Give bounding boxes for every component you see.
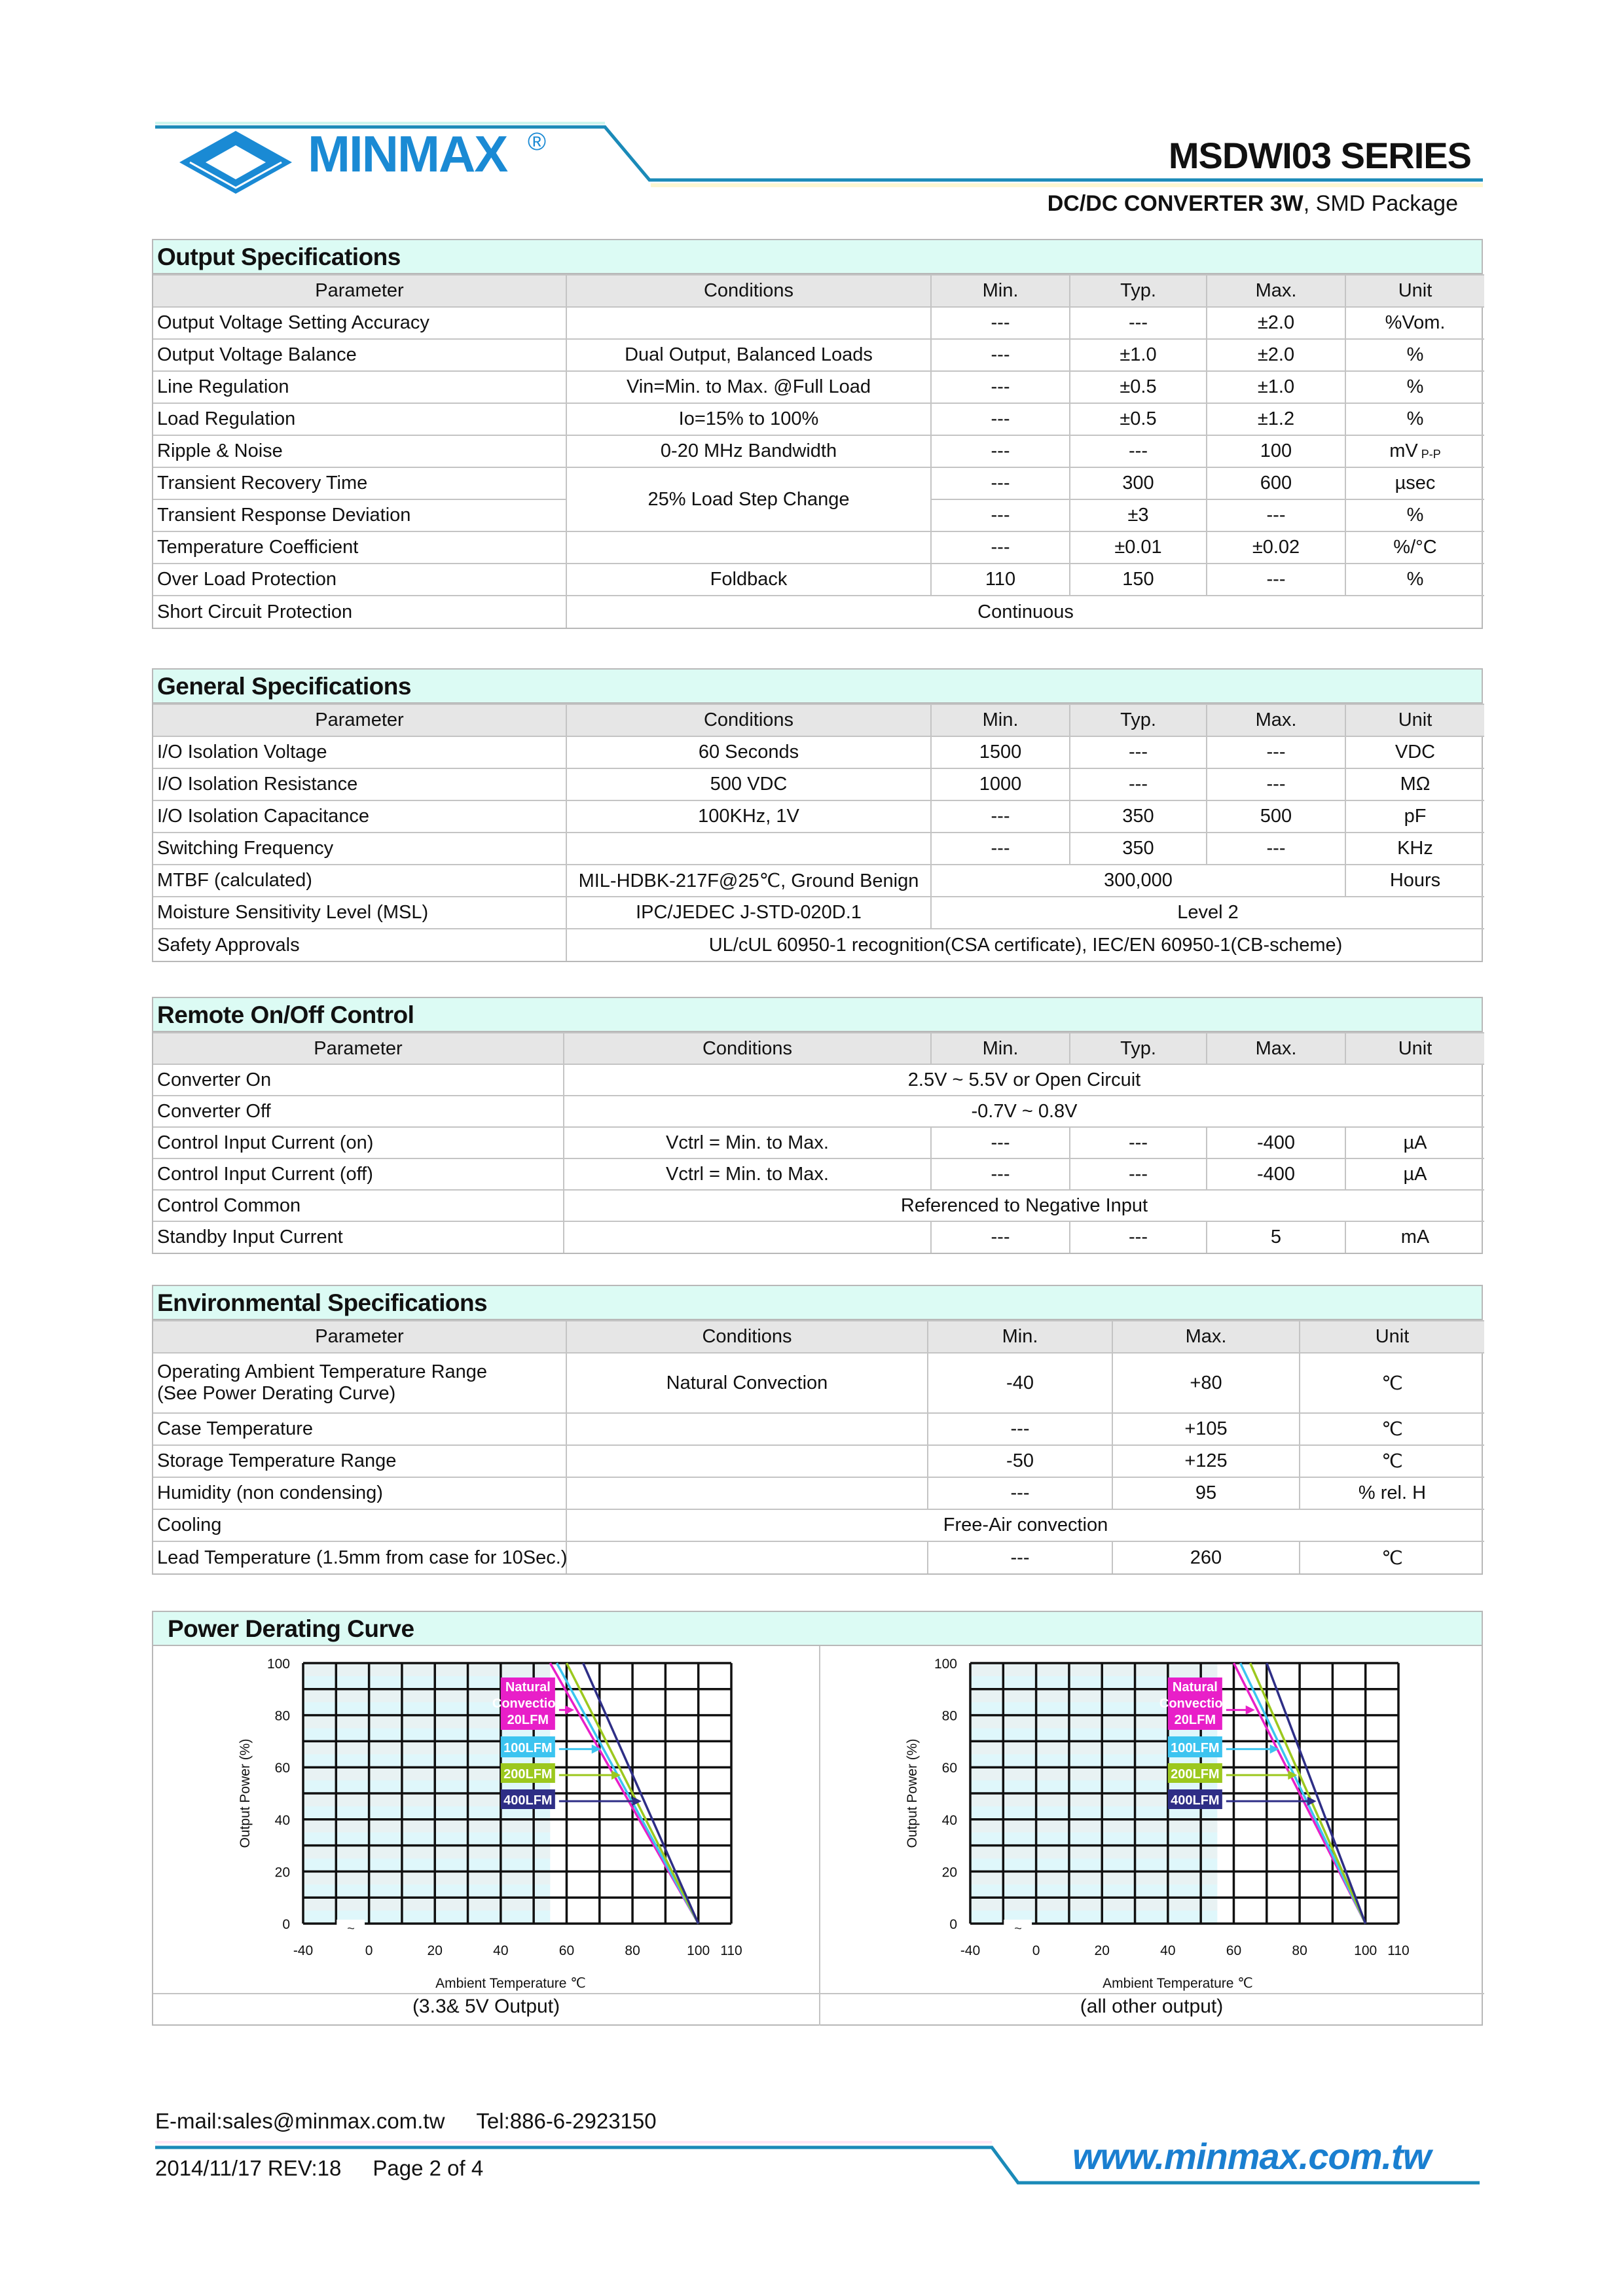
value-cell: Referenced to Negative Input — [564, 1190, 1484, 1221]
value-cell: 350 — [1070, 800, 1207, 833]
value-cell: -400 — [1207, 1127, 1345, 1158]
parameter-cell: Output Voltage Setting Accuracy — [153, 307, 566, 339]
value-cell: --- — [931, 833, 1070, 865]
value-cell: --- — [928, 1477, 1112, 1509]
value-cell: ±2.0 — [1207, 339, 1345, 371]
value-cell: --- — [931, 467, 1070, 499]
column-header: Min. — [928, 1321, 1112, 1353]
parameter-cell: Transient Recovery Time — [153, 467, 566, 499]
chart-caption-left: (3.3& 5V Output) — [412, 1996, 560, 2017]
column-header: Unit — [1345, 275, 1484, 307]
value-cell: pF — [1345, 800, 1484, 833]
value-cell — [566, 833, 931, 865]
value-cell: --- — [1070, 736, 1207, 768]
value-cell: 300 — [1070, 467, 1207, 499]
value-cell — [564, 1221, 931, 1253]
value-cell: Natural Convection — [566, 1353, 928, 1413]
y-tick-label: 80 — [941, 1708, 957, 1724]
value-cell: --- — [1207, 564, 1345, 596]
value-cell: % — [1345, 403, 1484, 435]
environmental-spec-table — [153, 1320, 1484, 1573]
output-specifications — [152, 239, 1483, 629]
value-cell: mV $_{P-P}$ — [1345, 435, 1484, 467]
value-cell: +125 — [1112, 1445, 1300, 1477]
table-row — [153, 1190, 1484, 1221]
plot-band — [970, 1897, 1217, 1910]
value-cell: %Vom. — [1345, 307, 1484, 339]
column-header: Parameter — [153, 704, 566, 736]
value-cell: --- — [1070, 435, 1207, 467]
y-tick-label: 40 — [274, 1812, 290, 1828]
table-row — [153, 1096, 1484, 1127]
parameter-cell: I/O Isolation Voltage — [153, 736, 566, 768]
value-cell: --- — [1070, 768, 1207, 800]
section-title: General Specifications — [153, 670, 1482, 704]
legend-label: 400LFM — [503, 1793, 553, 1808]
table-row — [153, 833, 1484, 865]
parameter-cell: I/O Isolation Capacitance — [153, 800, 566, 833]
parameter-cell: Control Input Current (on) — [153, 1127, 564, 1158]
table-row — [153, 403, 1484, 435]
footer-email[interactable]: E-mail:sales@minmax.com.tw — [155, 2109, 445, 2133]
axis-break-mark: ~ — [1014, 1922, 1022, 1936]
value-cell: 25% Load Step Change — [566, 467, 931, 531]
derating-chart-right — [820, 1646, 1483, 1993]
value-cell: --- — [1207, 768, 1345, 800]
section-title: Power Derating Curve — [153, 1612, 1482, 1646]
table-row — [153, 736, 1484, 768]
value-cell — [566, 531, 931, 564]
column-header: Min. — [931, 275, 1070, 307]
column-header: Unit — [1345, 1033, 1484, 1064]
value-cell: 95 — [1112, 1477, 1300, 1509]
column-header: Parameter — [153, 1321, 566, 1353]
axis-break-mark: ~ — [347, 1922, 355, 1936]
value-cell: µA — [1345, 1127, 1484, 1158]
value-cell: --- — [931, 1127, 1070, 1158]
value-cell: +105 — [1112, 1413, 1300, 1445]
x-tick-label: 100 — [1354, 1943, 1377, 1958]
value-cell — [566, 1445, 928, 1477]
table-row — [153, 929, 1484, 961]
value-cell: -40 — [928, 1353, 1112, 1413]
plot-band — [970, 1871, 1217, 1884]
x-tick-label: 40 — [493, 1943, 509, 1958]
y-tick-label: 80 — [274, 1708, 290, 1724]
value-cell: --- — [1070, 1221, 1207, 1253]
value-cell: ±3 — [1070, 499, 1207, 531]
value-cell — [566, 307, 931, 339]
column-header: Max. — [1207, 1033, 1345, 1064]
parameter-cell: Converter Off — [153, 1096, 564, 1127]
parameter-cell: Switching Frequency — [153, 833, 566, 865]
value-cell: MIL-HDBK-217F@25℃, Ground Benign — [566, 865, 931, 897]
value-cell: 2.5V ~ 5.5V or Open Circuit — [564, 1064, 1484, 1096]
x-tick-label: 60 — [1226, 1943, 1242, 1958]
legend-label: Natural — [505, 1680, 551, 1695]
legend-label: Natural — [1172, 1680, 1218, 1695]
table-header-row — [153, 1033, 1484, 1064]
table-row — [153, 307, 1484, 339]
value-cell: 100 — [1207, 435, 1345, 467]
footer-tel: Tel:886-6-2923150 — [476, 2109, 657, 2133]
value-cell: ℃ — [1300, 1353, 1484, 1413]
value-cell: ±0.5 — [1070, 371, 1207, 403]
minmax-diamond-logo-icon — [177, 128, 295, 196]
x-tick-label: 100 — [687, 1943, 710, 1958]
value-cell: %/°C — [1345, 531, 1484, 564]
plot-band — [303, 1871, 550, 1884]
column-header: Unit — [1300, 1321, 1484, 1353]
column-header: Max. — [1207, 704, 1345, 736]
plot-band — [303, 1820, 550, 1833]
parameter-cell: Lead Temperature (1.5mm from case for 10Sec.) — [153, 1541, 566, 1573]
page-number: Page 2 of 4 — [373, 2156, 484, 2180]
value-cell: KHz — [1345, 833, 1484, 865]
value-cell: 1000 — [931, 768, 1070, 800]
website-link[interactable]: www.minmax.com.tw — [1072, 2136, 1431, 2177]
value-cell: 150 — [1070, 564, 1207, 596]
column-header: Typ. — [1070, 275, 1207, 307]
value-cell: Vin=Min. to Max. @Full Load — [566, 371, 931, 403]
column-header: Max. — [1112, 1321, 1300, 1353]
value-cell: ℃ — [1300, 1445, 1484, 1477]
x-tick-label: 110 — [1387, 1943, 1410, 1958]
legend-label: 20LFM — [507, 1713, 549, 1727]
value-cell: -50 — [928, 1445, 1112, 1477]
value-cell: ±0.02 — [1207, 531, 1345, 564]
parameter-cell: Short Circuit Protection — [153, 596, 566, 628]
value-cell: --- — [931, 307, 1070, 339]
value-cell: --- — [931, 499, 1070, 531]
value-cell — [566, 1541, 928, 1573]
x-tick-label: 20 — [1094, 1943, 1110, 1958]
table-row — [153, 1477, 1484, 1509]
value-cell: Vctrl = Min. to Max. — [564, 1127, 931, 1158]
value-cell: % — [1345, 339, 1484, 371]
y-tick-label: 100 — [266, 1657, 290, 1672]
parameter-cell: Moisture Sensitivity Level (MSL) — [153, 897, 566, 929]
table-header-row — [153, 1321, 1484, 1353]
environmental-specifications — [152, 1285, 1483, 1575]
y-axis-label: Output Power (%) — [905, 1738, 920, 1848]
parameter-cell: Control Input Current (off) — [153, 1158, 564, 1190]
value-cell: UL/cUL 60950-1 recognition(CSA certificate), IEC/EN 60950-1(CB-scheme) — [566, 929, 1484, 961]
column-header: Parameter — [153, 275, 566, 307]
y-axis-label: Output Power (%) — [238, 1738, 253, 1848]
arrow-head-icon — [565, 1706, 574, 1715]
table-row — [153, 596, 1484, 628]
x-tick-label: 0 — [1032, 1943, 1040, 1958]
value-cell: +80 — [1112, 1353, 1300, 1413]
column-header: Conditions — [566, 704, 931, 736]
arrow-head-icon — [1246, 1706, 1255, 1715]
x-axis-label: Ambient Temperature ℃ — [1103, 1976, 1253, 1991]
value-cell: Foldback — [566, 564, 931, 596]
x-axis-label: Ambient Temperature ℃ — [435, 1976, 586, 1991]
value-cell: ±0.5 — [1070, 403, 1207, 435]
parameter-cell: Case Temperature — [153, 1413, 566, 1445]
table-row — [153, 1158, 1484, 1190]
column-header: Min. — [931, 1033, 1070, 1064]
footer-contact — [155, 2109, 657, 2134]
remote-control-table — [153, 1032, 1484, 1253]
column-header: Min. — [931, 704, 1070, 736]
value-cell: --- — [1070, 307, 1207, 339]
table-row — [153, 564, 1484, 596]
value-cell: ℃ — [1300, 1541, 1484, 1573]
table-row — [153, 339, 1484, 371]
parameter-cell: Operating Ambient Temperature Range (See Power Derating Curve) — [153, 1353, 566, 1413]
column-header: Conditions — [564, 1033, 931, 1064]
parameter-cell: Control Common — [153, 1190, 564, 1221]
legend-label: 400LFM — [1171, 1793, 1220, 1808]
parameter-cell: Safety Approvals — [153, 929, 566, 961]
table-row — [153, 1541, 1484, 1573]
table-row — [153, 865, 1484, 897]
y-tick-label: 40 — [941, 1812, 957, 1828]
general-spec-table — [153, 704, 1484, 961]
value-cell: Vctrl = Min. to Max. — [564, 1158, 931, 1190]
y-tick-label: 100 — [934, 1657, 957, 1672]
value-cell: % — [1345, 499, 1484, 531]
value-cell: 500 VDC — [566, 768, 931, 800]
table-row — [153, 768, 1484, 800]
table-row — [153, 1509, 1484, 1541]
footer-revision — [155, 2156, 483, 2181]
legend-label: 200LFM — [1171, 1767, 1220, 1782]
x-tick-label: -40 — [960, 1943, 981, 1958]
logo-text: MINMAX — [308, 125, 507, 183]
value-cell: --- — [931, 531, 1070, 564]
parameter-cell: Temperature Coefficient — [153, 531, 566, 564]
column-header: Typ. — [1070, 1033, 1207, 1064]
value-cell: --- — [1207, 499, 1345, 531]
footer-date-rev: 2014/11/17 REV:18 — [155, 2156, 342, 2180]
value-cell: ±1.0 — [1070, 339, 1207, 371]
value-cell: 300,000 — [931, 865, 1345, 897]
parameter-cell: Ripple & Noise — [153, 435, 566, 467]
value-cell: ℃ — [1300, 1413, 1484, 1445]
parameter-cell: Output Voltage Balance — [153, 339, 566, 371]
legend-label: 20LFM — [1174, 1713, 1216, 1727]
column-header: Conditions — [566, 275, 931, 307]
value-cell: --- — [1070, 1127, 1207, 1158]
table-row — [153, 897, 1484, 929]
x-tick-label: 20 — [427, 1943, 443, 1958]
value-cell — [566, 1413, 928, 1445]
value-cell: 600 — [1207, 467, 1345, 499]
value-cell: -0.7V ~ 0.8V — [564, 1096, 1484, 1127]
table-row — [153, 1445, 1484, 1477]
value-cell: µA — [1345, 1158, 1484, 1190]
value-cell: 0-20 MHz Bandwidth — [566, 435, 931, 467]
value-cell: Continuous — [566, 596, 1484, 628]
x-tick-label: 80 — [1292, 1943, 1307, 1958]
value-cell: Hours — [1345, 865, 1484, 897]
y-tick-label: 20 — [941, 1865, 957, 1880]
legend-label: 200LFM — [503, 1767, 553, 1782]
table-row — [153, 435, 1484, 467]
general-specifications — [152, 668, 1483, 962]
y-tick-label: 20 — [274, 1865, 290, 1880]
parameter-cell: I/O Isolation Resistance — [153, 768, 566, 800]
registered-mark: ® — [528, 128, 546, 156]
value-cell: 60 Seconds — [566, 736, 931, 768]
value-cell: ±2.0 — [1207, 307, 1345, 339]
value-cell: µsec — [1345, 467, 1484, 499]
table-header-row — [153, 704, 1484, 736]
table-row — [153, 1221, 1484, 1253]
value-cell: 1500 — [931, 736, 1070, 768]
table-header-row — [153, 275, 1484, 307]
section-title: Output Specifications — [153, 240, 1482, 274]
value-cell: Io=15% to 100% — [566, 403, 931, 435]
table-row — [153, 800, 1484, 833]
legend-label: Convection — [492, 1696, 564, 1711]
table-row — [153, 1353, 1484, 1413]
value-cell: --- — [931, 1221, 1070, 1253]
table-row — [153, 531, 1484, 564]
value-cell: -400 — [1207, 1158, 1345, 1190]
value-cell: 350 — [1070, 833, 1207, 865]
x-tick-label: 60 — [558, 1943, 575, 1958]
value-cell: MΩ — [1345, 768, 1484, 800]
column-header: Unit — [1345, 704, 1484, 736]
value-cell: --- — [931, 1158, 1070, 1190]
plot-band — [970, 1663, 1217, 1676]
value-cell: --- — [931, 403, 1070, 435]
value-cell — [566, 1477, 928, 1509]
value-cell: --- — [931, 435, 1070, 467]
table-row — [153, 467, 1484, 499]
parameter-cell: Standby Input Current — [153, 1221, 564, 1253]
y-tick-label: 60 — [941, 1761, 957, 1776]
parameter-cell: Transient Response Deviation — [153, 499, 566, 531]
x-tick-label: 40 — [1160, 1943, 1176, 1958]
plot-band — [970, 1846, 1217, 1859]
value-cell: 260 — [1112, 1541, 1300, 1573]
value-cell: Level 2 — [931, 897, 1484, 929]
value-cell: --- — [928, 1413, 1112, 1445]
power-derating-curve — [152, 1611, 1483, 2026]
value-cell: --- — [1207, 736, 1345, 768]
value-cell: --- — [1070, 1158, 1207, 1190]
value-cell: 100KHz, 1V — [566, 800, 931, 833]
value-cell: Dual Output, Balanced Loads — [566, 339, 931, 371]
parameter-cell: Over Load Protection — [153, 564, 566, 596]
table-row — [153, 1127, 1484, 1158]
value-cell: % — [1345, 564, 1484, 596]
plot-band — [303, 1663, 550, 1676]
x-tick-label: 80 — [625, 1943, 640, 1958]
plot-band — [970, 1820, 1217, 1833]
series-title: MSDWI03 SERIES — [1168, 135, 1471, 176]
value-cell: IPC/JEDEC J-STD-020D.1 — [566, 897, 931, 929]
x-tick-label: 0 — [365, 1943, 373, 1958]
y-tick-label: 60 — [274, 1761, 290, 1776]
section-title: Remote On/Off Control — [153, 998, 1482, 1032]
derating-chart-left — [153, 1646, 819, 1993]
table-row — [153, 371, 1484, 403]
value-cell: --- — [931, 800, 1070, 833]
y-tick-label: 0 — [949, 1917, 957, 1932]
parameter-cell: MTBF (calculated) — [153, 865, 566, 897]
value-cell: ±1.0 — [1207, 371, 1345, 403]
caption-divider — [153, 1993, 1484, 1994]
table-row — [153, 1413, 1484, 1445]
parameter-cell: Line Regulation — [153, 371, 566, 403]
value-cell: mA — [1345, 1221, 1484, 1253]
table-row — [153, 1064, 1484, 1096]
parameter-cell: Humidity (non condensing) — [153, 1477, 566, 1509]
value-cell: --- — [931, 339, 1070, 371]
section-title: Environmental Specifications — [153, 1286, 1482, 1320]
subtitle-bold: DC/DC CONVERTER 3W — [1047, 191, 1304, 216]
legend-label: Convection — [1159, 1696, 1231, 1711]
output-spec-table — [153, 274, 1484, 628]
value-cell: ±0.01 — [1070, 531, 1207, 564]
value-cell: Free-Air convection — [566, 1509, 1484, 1541]
parameter-cell: Cooling — [153, 1509, 566, 1541]
y-tick-label: 0 — [282, 1917, 290, 1932]
legend-label: 100LFM — [1171, 1741, 1220, 1755]
subtitle-rest: , SMD Package — [1303, 191, 1458, 216]
value-cell: VDC — [1345, 736, 1484, 768]
column-header: Parameter — [153, 1033, 564, 1064]
remote-onoff-control — [152, 997, 1483, 1254]
plot-band — [303, 1846, 550, 1859]
x-tick-label: -40 — [293, 1943, 314, 1958]
chart-caption-right: (all other output) — [1080, 1996, 1224, 2017]
value-cell: --- — [931, 371, 1070, 403]
parameter-cell: Converter On — [153, 1064, 564, 1096]
plot-band — [303, 1897, 550, 1910]
value-cell: --- — [1207, 833, 1345, 865]
x-tick-label: 110 — [720, 1943, 742, 1958]
legend-label: 100LFM — [503, 1741, 553, 1755]
value-cell: % — [1345, 371, 1484, 403]
value-cell: 5 — [1207, 1221, 1345, 1253]
value-cell: --- — [928, 1541, 1112, 1573]
parameter-cell: Storage Temperature Range — [153, 1445, 566, 1477]
product-subtitle — [1048, 191, 1458, 217]
column-header: Conditions — [566, 1321, 928, 1353]
value-cell: 500 — [1207, 800, 1345, 833]
value-cell: % rel. H — [1300, 1477, 1484, 1509]
value-cell: 110 — [931, 564, 1070, 596]
value-cell: ±1.2 — [1207, 403, 1345, 435]
column-header: Max. — [1207, 275, 1345, 307]
column-header: Typ. — [1070, 704, 1207, 736]
parameter-cell: Load Regulation — [153, 403, 566, 435]
